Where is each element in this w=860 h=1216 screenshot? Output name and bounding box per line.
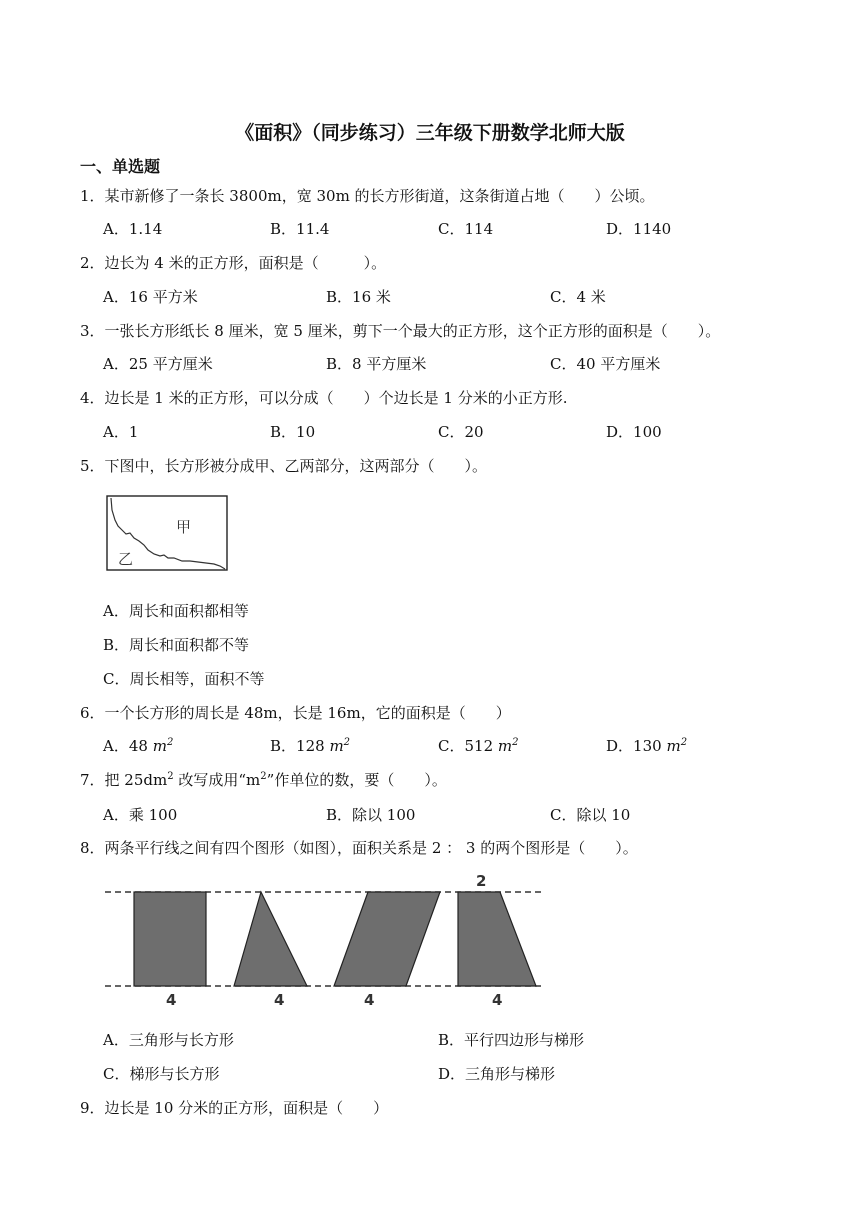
region-label-jia: 甲 (176, 518, 192, 536)
question-1-option-d: D．1140 (606, 220, 672, 238)
triangle-shape (234, 892, 307, 986)
question-3-option-c: C．40 平方厘米 (550, 355, 661, 373)
parallel-lines-shapes-figure (100, 868, 550, 1010)
trapezoid-shape (458, 892, 536, 986)
question-8-stem: 8．两条平行线之间有四个图形（如图），面积关系是 2 ： 3 的两个图形是（ ）。 (80, 839, 638, 857)
trapezoid-top-label: 2 (476, 872, 487, 890)
question-3-stem: 3．一张长方形纸长 8 厘米，宽 5 厘米，剪下一个最大的正方形，这个正方形的面积是（ ）。 (80, 322, 721, 340)
question-8-option-b: B．平行四边形与梯形 (438, 1031, 585, 1049)
question-5-stem: 5．下图中，长方形被分成甲、乙两部分，这两部分（ ）。 (80, 457, 488, 475)
question-6-option-b: B．128 $m^2$ (270, 737, 351, 755)
rectangle-shape (134, 892, 206, 986)
question-7-option-c: C．除以 10 (550, 806, 631, 824)
triangle-base-label: 4 (274, 991, 285, 1009)
question-6-option-d: D．130 $m^2$ (606, 737, 688, 755)
parallelogram-shape (334, 892, 440, 986)
question-6-option-c: C．512 $m^2$ (438, 737, 519, 755)
question-4-option-a: A．1 (103, 423, 139, 441)
question-1-stem: 1．某市新修了一条长 3800m，宽 30m 的长方形街道，这条街道占地（ ）公顷。 (80, 187, 655, 205)
page-title: 《面积》（同步练习）三年级下册数学北师大版 (235, 122, 625, 144)
question-2-option-b: B．16 米 (326, 288, 391, 306)
question-2-stem: 2．边长为 4 米的正方形，面积是（ ）。 (80, 254, 387, 272)
question-4-stem: 4．边长是 1 米的正方形，可以分成（ ）个边长是 1 分米的小正方形. (80, 389, 568, 407)
question-6-stem: 6．一个长方形的周长是 48m，长是 16m，它的面积是（ ） (80, 704, 511, 722)
trapezoid-base-label: 4 (492, 991, 503, 1009)
question-8-option-a: A．三角形与长方形 (103, 1031, 234, 1049)
question-4-option-c: C．20 (438, 423, 484, 441)
region-label-yi: 乙 (118, 550, 134, 568)
question-8-option-d: D．三角形与梯形 (438, 1065, 556, 1083)
question-6-option-a: A．48 $m^2$ (103, 737, 174, 755)
question-3-option-a: A．25 平方厘米 (103, 355, 213, 373)
question-5-option-b: B．周长和面积都不等 (103, 636, 250, 654)
question-4-option-d: D．100 (606, 423, 662, 441)
rectangle-split-figure (104, 492, 230, 574)
question-4-option-b: B．10 (270, 423, 316, 441)
question-8-option-c: C．梯形与长方形 (103, 1065, 220, 1083)
question-2-option-a: A．16 平方米 (103, 288, 198, 306)
question-3-option-b: B．8 平方厘米 (326, 355, 427, 373)
question-7-option-a: A．乘 100 (103, 806, 178, 824)
rectangle-base-label: 4 (166, 991, 177, 1009)
question-5-option-a: A．周长和面积都相等 (103, 602, 249, 620)
section-title: 一、单选题 (80, 157, 161, 176)
question-2-option-c: C．4 米 (550, 288, 606, 306)
question-7-stem: 7．把 $25dm^2$ 改写成用“$m^2$”作单位的数，要（ ）。 (80, 771, 447, 789)
question-1-option-a: A．1.14 (103, 220, 163, 238)
question-1-option-b: B．11.4 (270, 220, 330, 238)
question-7-option-b: B．除以 100 (326, 806, 416, 824)
question-5-option-c: C．周长相等，面积不等 (103, 670, 265, 688)
parallelogram-base-label: 4 (364, 991, 375, 1009)
question-9-stem: 9．边长是 10 分米的正方形，面积是（ ） (80, 1099, 389, 1117)
question-1-option-c: C．114 (438, 220, 494, 238)
